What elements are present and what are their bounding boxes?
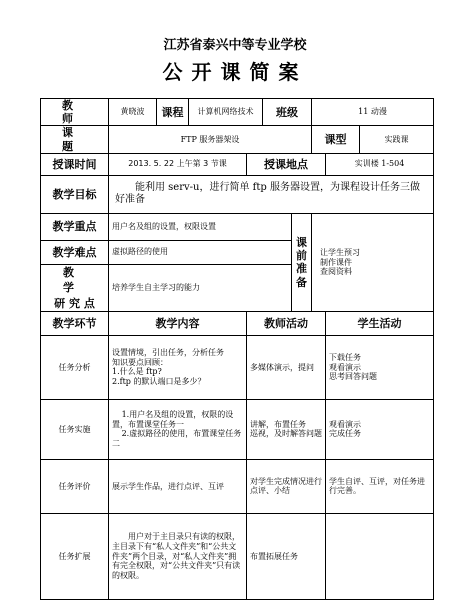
process-stage: 任务分析: [41, 335, 109, 399]
teacher-line: 布置拓展任务: [250, 551, 298, 561]
process-stage: 任务扩展: [41, 513, 109, 599]
student-line: 下载任务: [329, 353, 361, 363]
content-line: 用户对于主目录只有读的权限，主目录下有“私人文件夹”和“公共文件夹”两个目录，对“私人文件夹”拥有完全权限，对“公共文件夹”只有读的权限。: [112, 532, 241, 580]
prep-label-char: 备: [296, 275, 307, 289]
method-label-line: 研 究 点: [54, 296, 95, 310]
content-line: 设置情境，引出任务，分析任务: [112, 348, 224, 358]
prep-item: 让学生预习: [320, 247, 360, 257]
content-line: 展示学生作品，进行点评、互评: [112, 481, 224, 491]
process-teacher: [247, 335, 326, 399]
page-title: 公开课简案: [162, 60, 308, 84]
key-value: 用户名及组的设置，权限设置: [109, 213, 292, 240]
class-label: 班级: [263, 99, 312, 126]
process-header-content: 教学内容: [109, 311, 247, 335]
content-line: 1.用户名及组的设置，权限的设置，布置课堂任务一: [112, 410, 234, 429]
info-row-teacher: [41, 99, 434, 126]
info-row-time: [41, 153, 434, 175]
process-teacher: [247, 459, 326, 513]
difficulty-value: 虚拟路径的使用: [109, 240, 292, 264]
process-teacher: [247, 399, 326, 459]
info-row-key: [41, 213, 434, 240]
type-label: 课型: [312, 126, 360, 153]
info-row-goal: [41, 175, 434, 213]
process-content: [109, 335, 247, 399]
process-header-row: [41, 311, 434, 335]
process-stage: 任务实施: [41, 399, 109, 459]
difficulty-label: 教学难点: [41, 240, 109, 264]
topic-label: 课 题: [41, 126, 109, 153]
process-row: [41, 459, 434, 513]
prep-label: [292, 213, 312, 311]
process-teacher: [247, 513, 326, 599]
prep-item: 制作课件: [320, 257, 352, 267]
course-value: 计算机网络技术: [189, 99, 263, 126]
process-stage: 任务评价: [41, 459, 109, 513]
student-line: 思考回答问题: [329, 372, 377, 382]
time-value: 2013. 5. 22 上午第 3 节课: [109, 153, 247, 175]
prep-label-char: 准: [296, 262, 307, 276]
info-row-topic: [41, 126, 434, 153]
place-label: 授课地点: [247, 153, 326, 175]
teacher-line: 多媒体演示，提问: [250, 362, 314, 372]
method-value: 培养学生自主学习的能力: [109, 264, 292, 311]
content-line: 2.虚拟路径的使用，布置课堂任务二: [112, 429, 242, 449]
method-label: [41, 264, 109, 311]
topic-value: FTP 服务器架设: [109, 126, 312, 153]
teacher-line: 讲解，布置任务: [250, 419, 306, 429]
process-row: [41, 513, 434, 599]
process-content: [109, 399, 247, 459]
student-line: 观看演示: [329, 419, 361, 429]
time-label: 授课时间: [41, 153, 109, 175]
student-line: 学生自评、互评，对任务进行完善。: [329, 476, 425, 496]
prep-list: [312, 213, 434, 311]
student-line: 观看演示: [329, 362, 361, 372]
process-header-stage: 教学环节: [41, 311, 109, 335]
process-header-teacher: 教师活动: [247, 311, 326, 335]
process-content: [109, 459, 247, 513]
type-value: 实践课: [360, 126, 434, 153]
prep-label-char: 前: [296, 249, 307, 263]
process-student: [326, 513, 434, 599]
teacher-value: 黄晓波: [109, 99, 157, 126]
goal-label: 教学目标: [41, 175, 109, 213]
place-value: 实训楼 1-504: [326, 153, 434, 175]
process-row: [41, 399, 434, 459]
school-name: 江苏省泰兴中等专业学校: [163, 38, 307, 53]
process-row: [41, 335, 434, 399]
lesson-plan-table: [40, 98, 434, 600]
content-line: 2.ftp 的默认端口是多少？: [112, 377, 206, 387]
content-line: 知识要点回顾：: [112, 357, 168, 367]
prep-item: 查阅资料: [320, 267, 352, 277]
process-student: [326, 399, 434, 459]
process-header-student: 学生活动: [326, 311, 434, 335]
method-label-line: 教 学: [63, 265, 86, 295]
prep-label-char: 课: [296, 235, 307, 249]
teacher-line: 对学生完成情况进行点评、小结: [250, 476, 322, 496]
teacher-line: 巡视，及时解答问题: [250, 429, 322, 439]
student-line: 完成任务: [329, 429, 361, 439]
class-value: 11 动漫: [312, 99, 434, 126]
course-label: 课程: [157, 99, 189, 126]
content-line: 1.什么是 ftp?: [112, 367, 162, 377]
goal-text: 能利用 serv-u，进行简单 ftp 服务器设置，为课程设计任务三做好准备: [115, 182, 420, 206]
process-student: [326, 335, 434, 399]
goal-value: [109, 175, 434, 213]
key-label: 教学重点: [41, 213, 109, 240]
process-student: [326, 459, 434, 513]
process-content: [109, 513, 247, 599]
teacher-label: 教 师: [41, 99, 109, 126]
